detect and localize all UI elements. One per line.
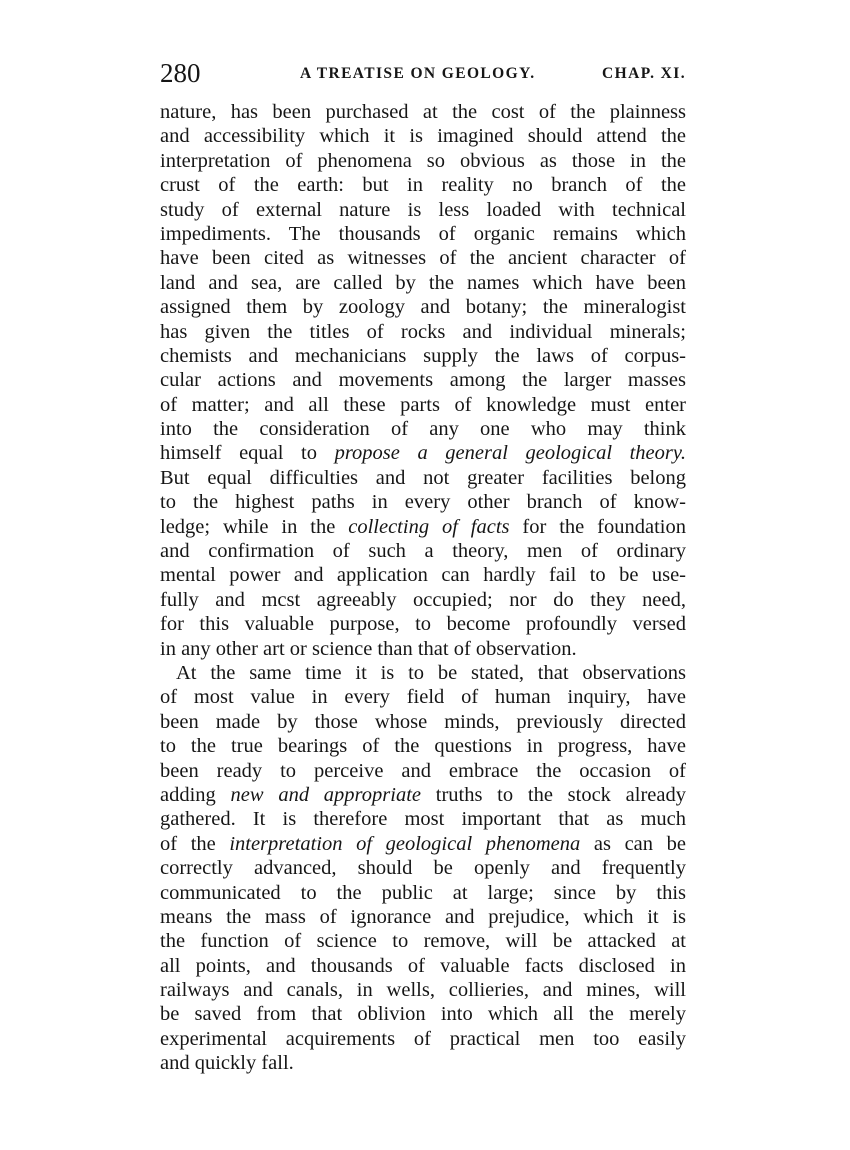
text-line — [160, 588, 686, 612]
text-segment: adding — [160, 783, 231, 806]
text-segment: all points, and thousands of valuable facts disclosed in — [160, 954, 686, 977]
text-line — [160, 124, 686, 148]
text-line — [160, 368, 686, 392]
text-line — [160, 1002, 686, 1026]
text-line — [160, 173, 686, 197]
running-header — [160, 58, 686, 88]
text-line — [160, 100, 686, 124]
text-segment: correctly advanced, should be openly and frequently — [160, 857, 686, 880]
paragraph — [160, 661, 686, 1076]
text-segment: railways and canals, in wells, collieries, and mines, will — [160, 979, 686, 1002]
text-line — [160, 637, 686, 661]
text-segment: cular actions and movements among the larger masses — [160, 369, 686, 392]
text-line — [160, 612, 686, 636]
text-segment: communicated to the public at large; since by this — [160, 881, 686, 904]
text-segment: has given the titles of rocks and individual minerals; — [160, 320, 686, 343]
text-segment: impediments. The thousands of organic remains which — [160, 222, 686, 245]
text-segment: At the same time it is to be stated, that observations — [176, 661, 686, 684]
text-segment: to the highest paths in every other branch of know- — [160, 491, 686, 514]
page-number: 280 — [160, 58, 201, 88]
text-line — [160, 246, 686, 270]
text-line — [160, 1027, 686, 1051]
text-line — [160, 198, 686, 222]
text-line — [160, 734, 686, 758]
text-segment: as can be — [580, 832, 686, 855]
text-segment: himself equal to — [160, 442, 335, 465]
text-line — [160, 149, 686, 173]
text-segment: land and sea, are called by the names which have been — [160, 271, 686, 294]
text-segment: of matter; and all these parts of knowledge must enter — [160, 393, 686, 416]
text-segment: and confirmation of such a theory, men of ordinary — [160, 540, 686, 563]
text-line — [160, 978, 686, 1002]
text-segment: been ready to perceive and embrace the occasion of — [160, 759, 686, 782]
text-line — [160, 759, 686, 783]
paragraph — [160, 100, 686, 661]
text-line — [160, 710, 686, 734]
text-segment: chemists and mechanicians supply the laws of corpus- — [160, 344, 686, 367]
text-segment: and accessibility which it is imagined should attend the — [160, 125, 686, 148]
text-segment: the function of science to remove, will be attacked at — [160, 930, 686, 953]
text-segment: in any other art or science than that of observation. — [160, 637, 577, 660]
text-line — [160, 807, 686, 831]
text-line — [160, 856, 686, 880]
text-line — [160, 685, 686, 709]
text-segment: ledge; while in the — [160, 515, 349, 538]
text-segment: truths to the stock already — [421, 783, 686, 806]
text-segment: study of external nature is less loaded with technical — [160, 198, 686, 221]
text-line — [160, 271, 686, 295]
text-line — [160, 393, 686, 417]
text-segment: nature, has been purchased at the cost of the plainness — [160, 101, 686, 123]
text-line — [160, 1051, 686, 1075]
text-line — [160, 441, 686, 465]
text-segment: interpretation of phenomena so obvious as those in the — [160, 149, 686, 172]
chapter-label: CHAP. XI. — [602, 65, 686, 82]
text-segment: experimental acquirements of practical men too easily — [160, 1027, 686, 1050]
text-line — [160, 954, 686, 978]
text-segment: fully and mcst agreeably occupied; nor do they need, — [160, 588, 686, 611]
text-segment: means the mass of ignorance and prejudice, which it is — [160, 905, 686, 928]
body-text — [160, 100, 686, 1076]
running-title: A TREATISE ON GEOLOGY. — [300, 65, 536, 82]
text-line — [160, 466, 686, 490]
text-segment: into the consideration of any one who may think — [160, 418, 686, 441]
text-segment: assigned them by zoology and botany; the mineralogist — [160, 296, 686, 319]
text-segment: been made by those whose minds, previously directed — [160, 710, 686, 733]
text-line — [160, 515, 686, 539]
text-segment: for the foundation — [509, 515, 686, 538]
text-segment: of the — [160, 832, 230, 855]
text-line — [160, 417, 686, 441]
text-line — [160, 563, 686, 587]
text-segment: and quickly fall. — [160, 1052, 294, 1075]
italic-phrase: collecting of facts — [348, 515, 510, 538]
text-line — [160, 295, 686, 319]
text-segment: gathered. It is therefore most important that as much — [160, 808, 686, 831]
italic-phrase: interpretation of geological phenomena — [229, 832, 581, 855]
text-segment: But equal difficulties and not greater facilities belong — [160, 466, 686, 489]
text-segment: crust of the earth: but in reality no branch of the — [160, 174, 686, 197]
text-line — [160, 490, 686, 514]
text-segment: have been cited as witnesses of the ancient character of — [160, 247, 686, 270]
text-line — [160, 222, 686, 246]
text-segment: to the true bearings of the questions in progress, have — [160, 735, 686, 758]
text-segment: of most value in every field of human inquiry, have — [160, 686, 686, 709]
text-line — [160, 881, 686, 905]
text-segment: for this valuable purpose, to become profoundly versed — [160, 613, 686, 636]
text-line — [160, 539, 686, 563]
text-line — [160, 661, 686, 685]
text-line — [160, 929, 686, 953]
italic-phrase: new and appropriate — [230, 783, 421, 806]
text-line — [160, 344, 686, 368]
italic-phrase: propose a general geological theory. — [334, 442, 686, 465]
text-line — [160, 832, 686, 856]
text-line — [160, 320, 686, 344]
text-segment: mental power and application can hardly fail to be use- — [160, 564, 686, 587]
text-line — [160, 783, 686, 807]
text-line — [160, 905, 686, 929]
text-segment: be saved from that oblivion into which all the merely — [160, 1003, 686, 1026]
